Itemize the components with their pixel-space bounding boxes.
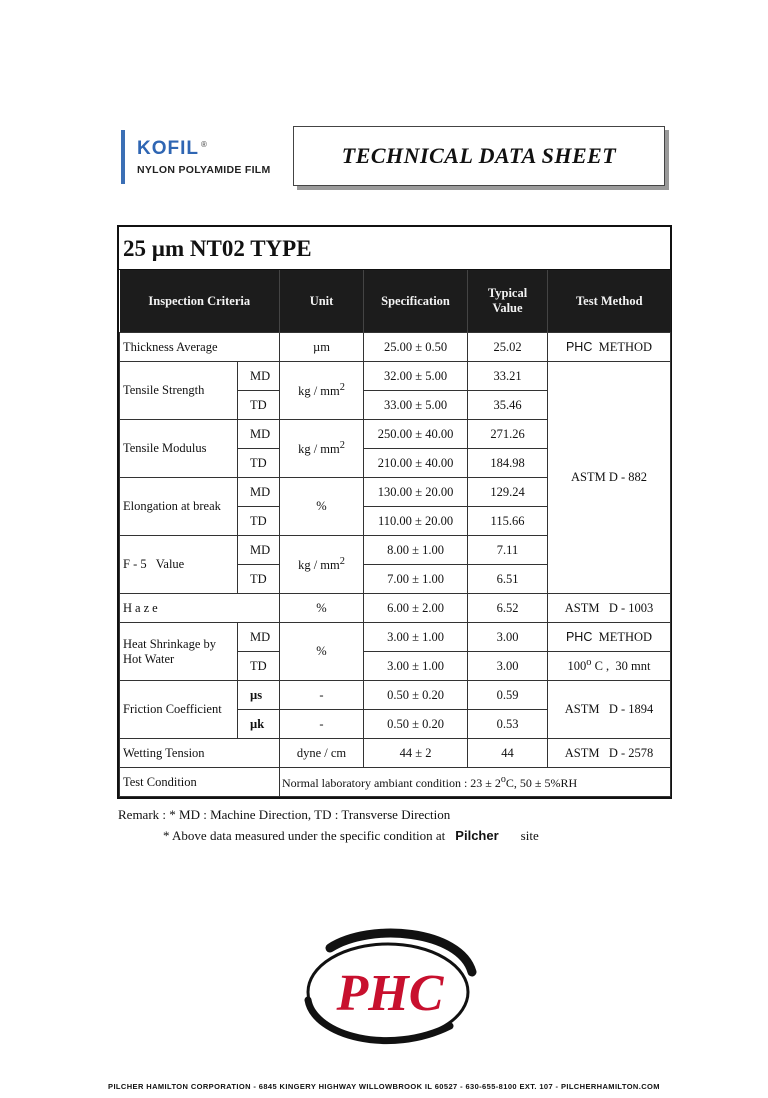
friction-uk-typical: 0.53 [468, 710, 548, 739]
elongation-unit: % [280, 478, 364, 536]
table-row [120, 333, 671, 362]
tensile-strength-md-spec: 32.00 ± 5.00 [364, 362, 468, 391]
tensile-modulus-td-spec: 210.00 ± 40.00 [364, 449, 468, 478]
haze-method: ASTM D - 1003 [548, 594, 671, 623]
tensile-strength-td-spec: 33.00 ± 5.00 [364, 391, 468, 420]
f5-unit: kg / $mm^2$ [280, 536, 364, 594]
wetting-label: Wetting Tension [120, 739, 280, 768]
thickness-typical: 25.02 [468, 333, 548, 362]
friction-us-unit: - [280, 681, 364, 710]
heat-shrinkage-md: MD [238, 623, 280, 652]
elongation-td: TD [238, 507, 280, 536]
col-typical-line2: Value [492, 301, 523, 315]
elongation-td-spec: 110.00 ± 20.00 [364, 507, 468, 536]
brand-registered-mark: ® [201, 139, 208, 149]
measurement-note: * Above data measured under the specific condition at Pilcher site [163, 828, 539, 843]
table-row [120, 768, 671, 797]
heat-shrinkage-md-typical: 3.00 [468, 623, 548, 652]
heat-shrinkage-condition: 100$^o$ C , 30 mnt [548, 652, 671, 681]
table-row [120, 681, 671, 710]
friction-us-typical: 0.59 [468, 681, 548, 710]
data-sheet [117, 225, 672, 799]
f5-td-typical: 6.51 [468, 565, 548, 594]
thickness-unit: µm [280, 333, 364, 362]
thickness-method: PHC METHOD [548, 333, 671, 362]
elongation-md: MD [238, 478, 280, 507]
product-type-title: 25 µm NT02 TYPE [119, 227, 670, 270]
col-method: Test Method [548, 270, 671, 333]
f5-md-spec: 8.00 ± 1.00 [364, 536, 468, 565]
elongation-md-typical: 129.24 [468, 478, 548, 507]
heat-shrinkage-md-spec: 3.00 ± 1.00 [364, 623, 468, 652]
friction-us-spec: 0.50 ± 0.20 [364, 681, 468, 710]
elongation-md-spec: 130.00 ± 20.00 [364, 478, 468, 507]
table-row [120, 362, 671, 391]
astm-882-method: ASTM D - 882 [548, 362, 671, 594]
friction-uk: µk [238, 710, 280, 739]
wetting-spec: 44 ± 2 [364, 739, 468, 768]
col-spec: Specification [364, 270, 468, 333]
table-row [120, 594, 671, 623]
brand-name: KOFIL [137, 138, 199, 159]
haze-typical: 6.52 [468, 594, 548, 623]
thickness-label: Thickness Average [120, 333, 280, 362]
test-condition-label: Test Condition [120, 768, 280, 797]
wetting-typical: 44 [468, 739, 548, 768]
test-condition-value: Normal laboratory ambiant condition : $23 \pm 2^oC$, 50 ± 5%RH [280, 768, 671, 797]
tensile-strength-md-typical: 33.21 [468, 362, 548, 391]
tensile-modulus-td-typical: 184.98 [468, 449, 548, 478]
f5-md: MD [238, 536, 280, 565]
heat-shrinkage-label: Heat Shrinkage by Hot Water [120, 623, 238, 681]
heat-shrinkage-unit: % [280, 623, 364, 681]
f5-md-typical: 7.11 [468, 536, 548, 565]
tensile-strength-td-typical: 35.46 [468, 391, 548, 420]
f5-td: TD [238, 565, 280, 594]
tensile-modulus-md-spec: 250.00 ± 40.00 [364, 420, 468, 449]
thickness-spec: 25.00 ± 0.50 [364, 333, 468, 362]
friction-uk-unit: - [280, 710, 364, 739]
brand-logo [121, 130, 271, 184]
tensile-modulus-unit: kg / $mm^2$ [280, 420, 364, 478]
brand-subtitle: NYLON POLYAMIDE FILM [137, 164, 271, 176]
tensile-modulus-md-typical: 271.26 [468, 420, 548, 449]
haze-label: Haze [120, 594, 280, 623]
friction-us: µs [238, 681, 280, 710]
page-title: TECHNICAL DATA SHEET [341, 143, 617, 168]
heat-shrinkage-method: PHC METHOD [548, 623, 671, 652]
heat-shrinkage-td-spec: 3.00 ± 1.00 [364, 652, 468, 681]
spec-table [119, 270, 671, 797]
footer-address: PILCHER HAMILTON CORPORATION - 6845 KINGERY HIGHWAY WILLOWBROOK IL 60527 - 630-655-8100 EXT. 107 - PILCHERHAMILTON.COM [108, 1082, 660, 1091]
col-unit: Unit [280, 270, 364, 333]
site-name: Pilcher [455, 828, 499, 843]
table-header-row [120, 270, 671, 333]
table-row [120, 623, 671, 652]
friction-uk-spec: 0.50 ± 0.20 [364, 710, 468, 739]
tensile-modulus-md: MD [238, 420, 280, 449]
haze-spec: 6.00 ± 2.00 [364, 594, 468, 623]
table-row [120, 739, 671, 768]
heat-shrinkage-td: TD [238, 652, 280, 681]
heat-shrinkage-td-typical: 3.00 [468, 652, 548, 681]
tensile-strength-unit: kg / $mm^2$ [280, 362, 364, 420]
tensile-strength-td: TD [238, 391, 280, 420]
title-box [293, 126, 665, 186]
logo-text: PHC [336, 965, 444, 1022]
elongation-td-typical: 115.66 [468, 507, 548, 536]
tensile-modulus-label: Tensile Modulus [120, 420, 238, 478]
phc-logo [300, 926, 480, 1055]
tensile-modulus-td: TD [238, 449, 280, 478]
f5-td-spec: 7.00 ± 1.00 [364, 565, 468, 594]
remark-line: Remark : * MD : Machine Direction, TD : Transverse Direction [118, 807, 451, 822]
col-typical-line1: Typical [487, 286, 528, 300]
wetting-unit: dyne / cm [280, 739, 364, 768]
elongation-label: Elongation at break [120, 478, 238, 536]
wetting-method: ASTM D - 2578 [548, 739, 671, 768]
tensile-strength-md: MD [238, 362, 280, 391]
f5-label: F - 5 Value [120, 536, 238, 594]
friction-label: Friction Coefficient [120, 681, 238, 739]
col-typical [468, 270, 548, 333]
col-criteria: Inspection Criteria [120, 270, 280, 333]
tensile-strength-label: Tensile Strength [120, 362, 238, 420]
friction-method: ASTM D - 1894 [548, 681, 671, 739]
phc-logo-graphic [300, 926, 480, 1050]
haze-unit: % [280, 594, 364, 623]
